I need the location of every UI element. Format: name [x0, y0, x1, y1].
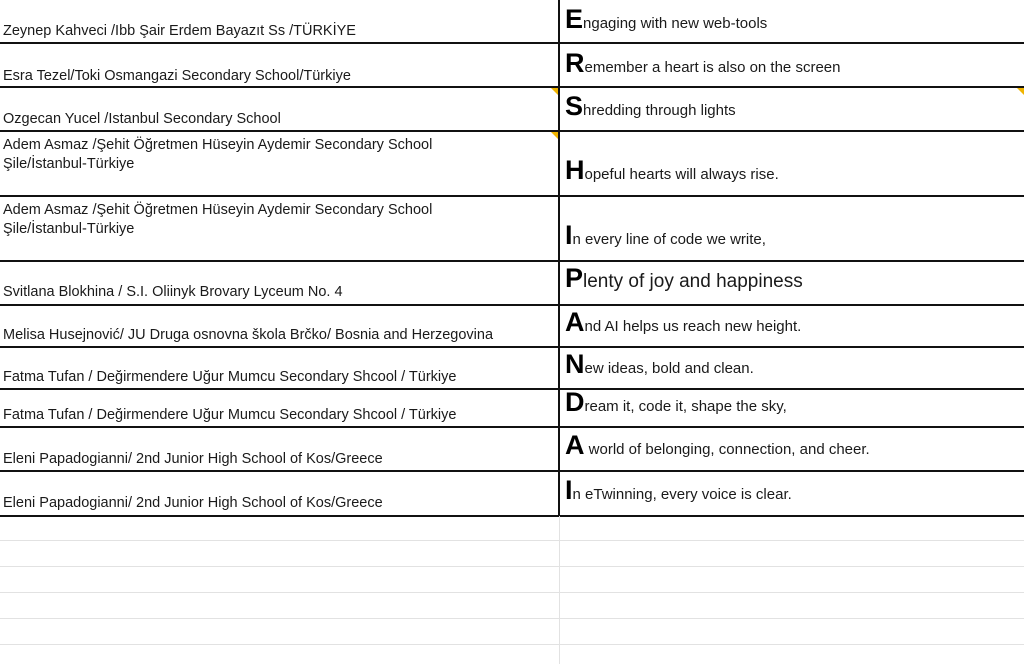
acrostic-initial: P — [565, 263, 584, 293]
acrostic-initial: D — [565, 387, 585, 417]
comment-flag-icon[interactable] — [1017, 88, 1024, 95]
phrase-cell[interactable] — [565, 220, 1020, 250]
acrostic-initial: S — [565, 91, 584, 121]
phrase-cell[interactable] — [565, 349, 1020, 379]
name-cell[interactable]: Fatma Tufan / Değirmendere Uğur Mumcu Secondary Shcool / Türkiye — [3, 369, 457, 385]
phrase-cell[interactable] — [565, 91, 1020, 121]
row-border — [0, 346, 1024, 348]
acrostic-initial: A — [565, 307, 585, 337]
empty-row-border — [0, 644, 1024, 645]
name-cell[interactable]: Eleni Papadogianni/ 2nd Junior High School of Kos/Greece — [3, 451, 383, 467]
phrase-cell[interactable] — [565, 307, 1020, 337]
phrase-text: opeful hearts will always rise. — [584, 166, 779, 183]
phrase-text: ew ideas, bold and clean. — [584, 360, 754, 377]
name-cell[interactable]: Esra Tezel/Toki Osmangazi Secondary School/Türkiye — [3, 68, 351, 84]
name-cell[interactable]: Svitlana Blokhina / S.I. Oliinyk Brovary Lyceum No. 4 — [3, 284, 343, 300]
row-border — [0, 260, 1024, 262]
phrase-text: ngaging with new web-tools — [583, 15, 768, 32]
row-border — [0, 304, 1024, 306]
phrase-text: emember a heart is also on the screen — [584, 59, 841, 76]
name-cell[interactable]: Eleni Papadogianni/ 2nd Junior High School of Kos/Greece — [3, 495, 383, 511]
phrase-text: lenty of joy and happiness — [583, 271, 803, 292]
name-cell[interactable]: Melisa Husejnović/ JU Druga osnovna škola Brčko/ Bosnia and Herzegovina — [3, 327, 494, 343]
name-cell[interactable]: Ozgecan Yucel /Istanbul Secondary School — [3, 111, 281, 127]
acrostic-initial: A — [565, 430, 585, 460]
row-border — [0, 86, 1024, 88]
column-divider — [558, 0, 560, 516]
phrase-cell[interactable] — [565, 4, 1020, 34]
column-divider-empty — [559, 516, 560, 664]
phrase-text: world of belonging, connection, and cheer. — [584, 441, 870, 458]
phrase-cell[interactable] — [565, 48, 1020, 78]
name-cell[interactable]: Adem Asmaz /Şehit Öğretmen Hüseyin Aydemir Secondary School Şile/İstanbul-Türkiye — [3, 202, 433, 237]
row-border — [0, 388, 1024, 390]
row-border — [0, 130, 1024, 132]
acrostic-initial: H — [565, 155, 585, 185]
acrostic-initial: I — [565, 220, 573, 250]
acrostic-initial: N — [565, 349, 585, 379]
phrase-cell[interactable] — [565, 475, 1020, 505]
row-border — [0, 195, 1024, 197]
row-border — [0, 426, 1024, 428]
phrase-cell[interactable] — [565, 263, 1020, 293]
phrase-cell[interactable] — [565, 155, 1020, 185]
phrase-text: nd AI helps us reach new height. — [584, 318, 802, 335]
name-cell[interactable]: Zeynep Kahveci /Ibb Şair Erdem Bayazıt Ss /TÜRKİYE — [3, 23, 356, 39]
phrase-text: n eTwinning, every voice is clear. — [572, 486, 792, 503]
phrase-cell[interactable] — [565, 430, 1020, 460]
comment-flag-icon[interactable] — [551, 88, 558, 95]
acrostic-initial: I — [565, 475, 573, 505]
phrase-text: n every line of code we write, — [572, 231, 766, 248]
empty-row-border — [0, 540, 1024, 541]
acrostic-initial: E — [565, 4, 584, 34]
empty-row-border — [0, 566, 1024, 567]
empty-row-border — [0, 618, 1024, 619]
name-cell[interactable]: Fatma Tufan / Değirmendere Uğur Mumcu Secondary Shcool / Türkiye — [3, 407, 457, 423]
phrase-text: hredding through lights — [583, 102, 736, 119]
acrostic-initial: R — [565, 48, 585, 78]
phrase-cell[interactable] — [565, 387, 1020, 417]
row-border — [0, 515, 1024, 517]
empty-row-border — [0, 592, 1024, 593]
name-cell[interactable]: Adem Asmaz /Şehit Öğretmen Hüseyin Aydemir Secondary School Şile/İstanbul-Türkiye — [3, 137, 433, 172]
row-border — [0, 470, 1024, 472]
phrase-text: ream it, code it, shape the sky, — [584, 398, 787, 415]
row-border — [0, 42, 1024, 44]
